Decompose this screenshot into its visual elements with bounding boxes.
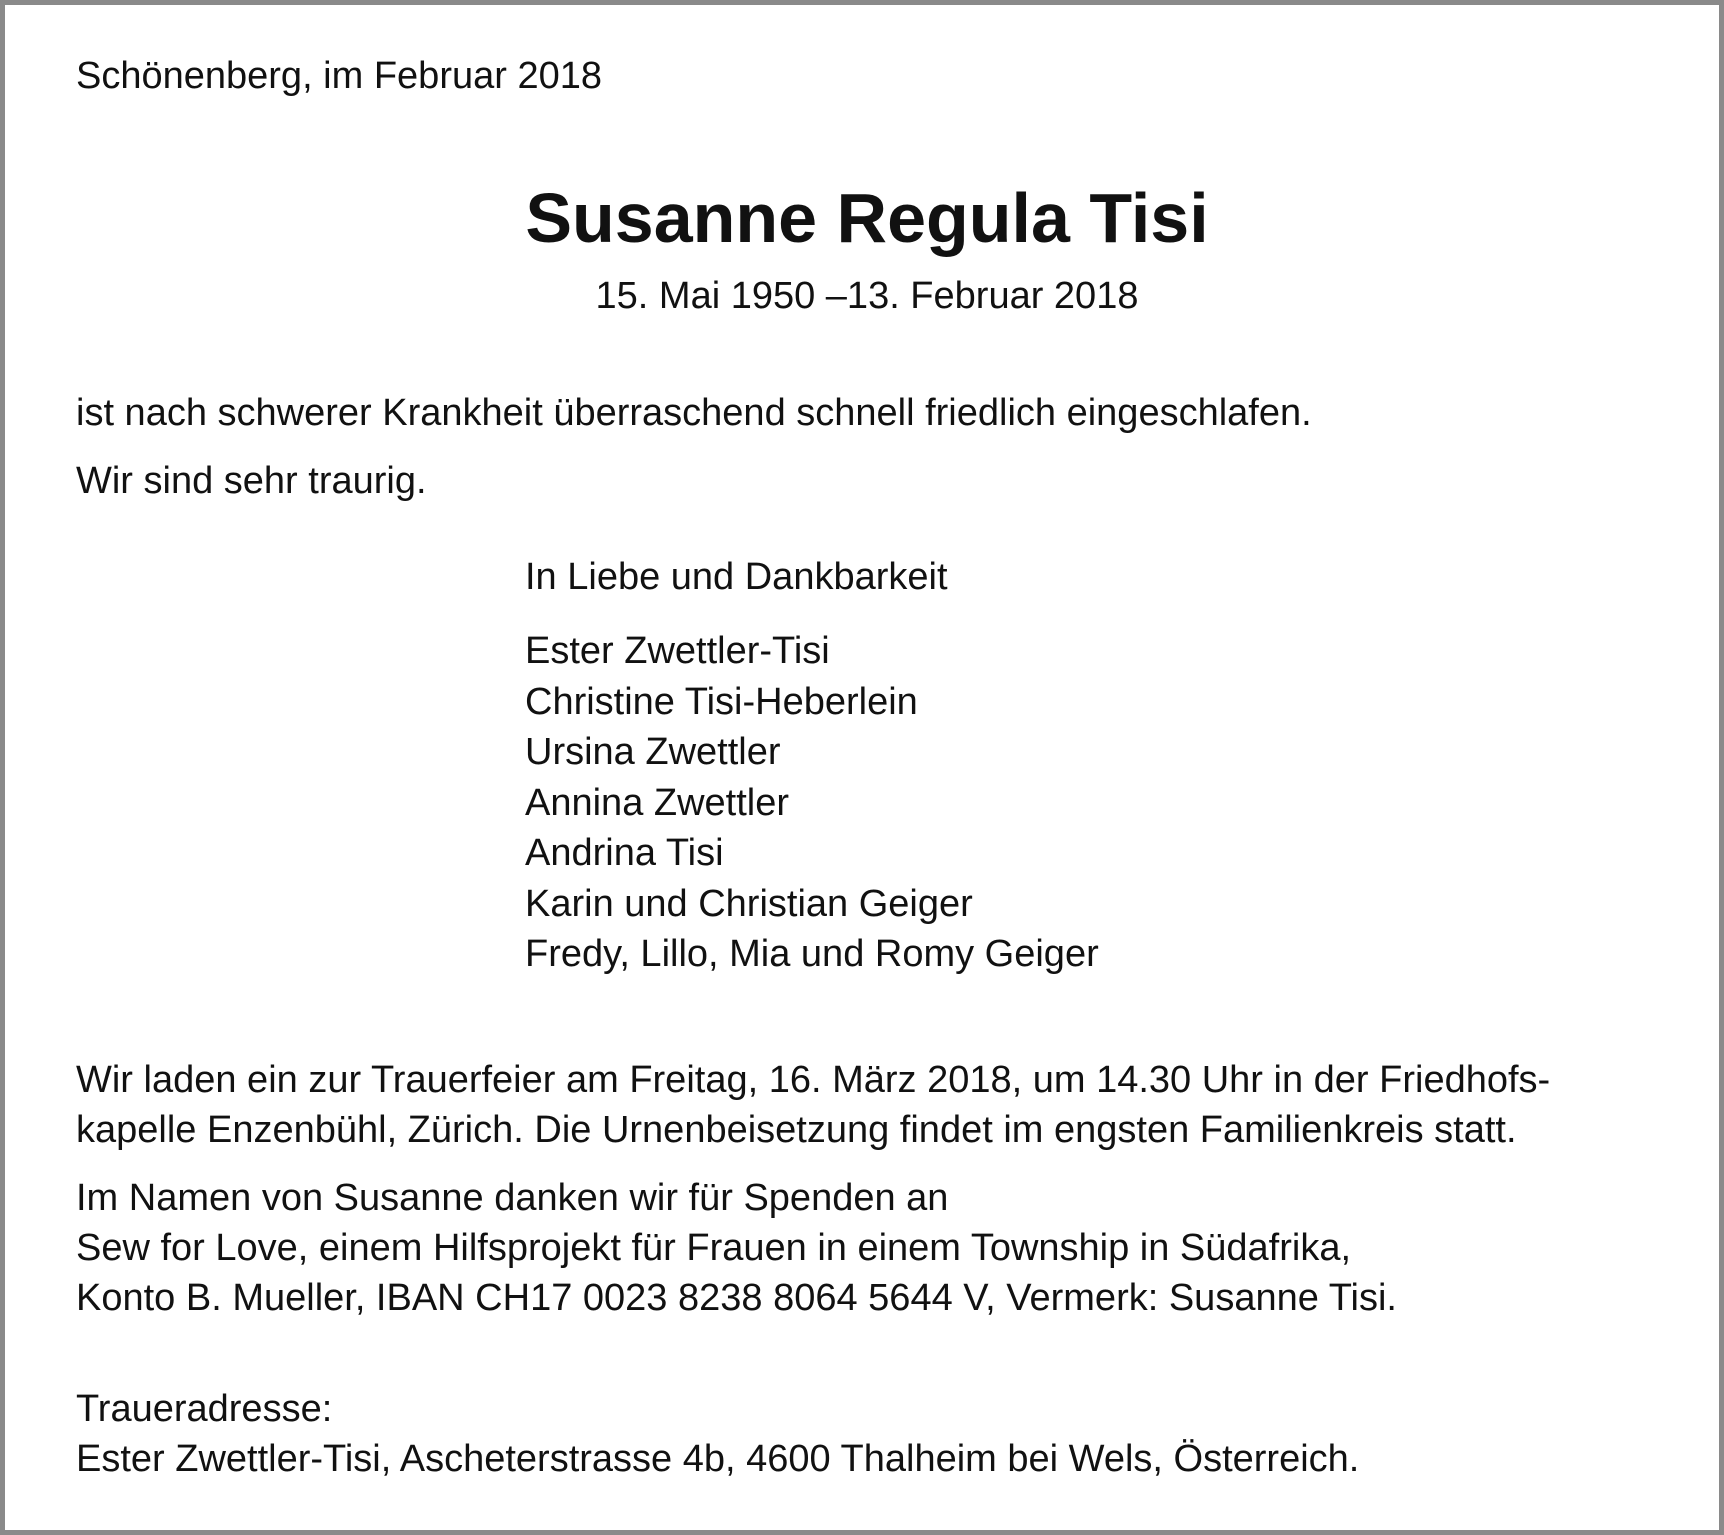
mourner-name: Ursina Zwettler (525, 731, 781, 773)
intro-line: Wir sind sehr traurig. (76, 460, 427, 502)
place-date: Schönenberg, im Februar 2018 (76, 55, 602, 97)
donation-line: Sew for Love, einem Hilfsprojekt für Frauen in einem Township in Südafrika, (76, 1227, 1352, 1269)
mourner-name: Christine Tisi-Heberlein (525, 680, 918, 723)
deceased-name: Susanne Regula Tisi (525, 179, 1209, 257)
donation-line: Konto B. Mueller, IBAN CH17 0023 8238 8064 5644 V, Vermerk: Susanne Tisi. (76, 1277, 1397, 1319)
mourner-name: Karin und Christian Geiger (525, 882, 973, 925)
mourning-address (76, 1384, 1359, 1484)
mourner-name: Annina Zwettler (525, 781, 790, 824)
mourner-name: Andrina Tisi (525, 832, 724, 874)
life-dates: 15. Mai 1950 –13. Februar 2018 (595, 275, 1139, 317)
intro-line: ist nach schwerer Krankheit überraschend schnell friedlich eingeschlafen. (76, 392, 1312, 434)
greeting: In Liebe und Dankbarkeit (525, 556, 948, 598)
notice-block (76, 1055, 1676, 1323)
address-label: Traueradresse: (76, 1388, 333, 1430)
donation-line: Im Namen von Susanne danken wir für Spenden an (76, 1177, 949, 1219)
address-value: Ester Zwettler-Tisi, Ascheterstrasse 4b, 4600 Thalheim bei Wels, Österreich. (76, 1438, 1360, 1480)
ceremony-paragraph (76, 1055, 1676, 1155)
ceremony-line: kapelle Enzenbühl, Zürich. Die Urnenbeisetzung findet im engsten Familienkreis statt. (76, 1109, 1517, 1151)
signatures-block (525, 554, 1099, 980)
ceremony-line: Wir laden ein zur Trauerfeier am Freitag, 16. März 2018, um 14.30 Uhr in der Friedhofs- (76, 1059, 1551, 1101)
intro-text (76, 390, 1312, 504)
mourner-list (525, 626, 1099, 980)
donation-paragraph (76, 1173, 1676, 1323)
mourner-name: Fredy, Lillo, Mia und Romy Geiger (525, 933, 1099, 975)
mourner-name: Ester Zwettler-Tisi (525, 630, 830, 672)
